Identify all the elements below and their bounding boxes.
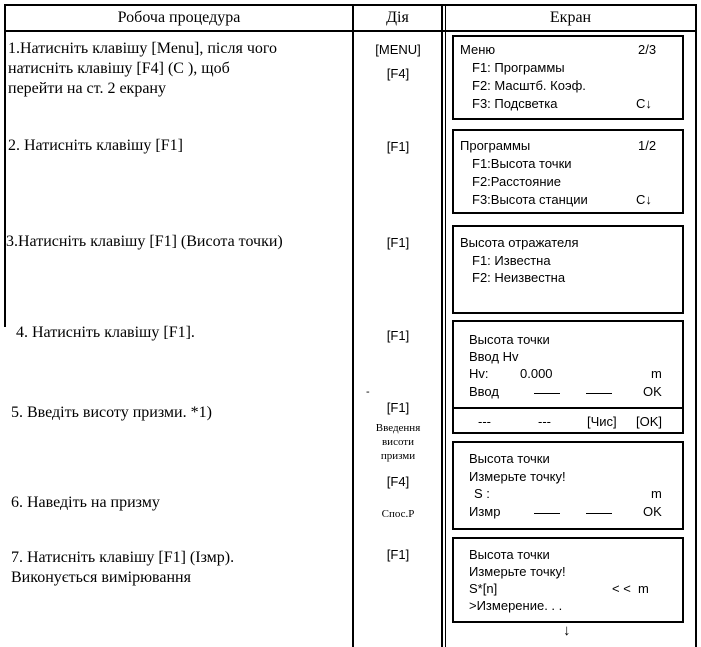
- screen5-s-unit: m: [651, 486, 662, 501]
- softkey-1: ---: [478, 414, 491, 429]
- screen-menu-item-3: F3: Подсветка: [472, 96, 558, 111]
- table-left-border: [4, 4, 6, 327]
- screen4-dash-1: [534, 393, 560, 394]
- step-5-line-1: 5. Введіть висоту призми. *1): [11, 404, 212, 421]
- screen-reflector-height: [452, 225, 684, 314]
- screen-programs: [452, 129, 684, 214]
- header-action: Дія: [386, 9, 409, 26]
- action-note-method: Спос.Р: [381, 508, 415, 520]
- step-7-line-2: Виконується вимірювання: [11, 569, 191, 586]
- step-6-text: [11, 493, 351, 513]
- step-1-text: [8, 39, 348, 99]
- screen4-ok: OK: [643, 384, 662, 399]
- continue-down-arrow-icon: ↓: [563, 622, 571, 639]
- action-f4-key: [F4]: [386, 66, 410, 81]
- screen5-ok: OK: [643, 504, 662, 519]
- screen-menu-arrow: C↓: [636, 96, 652, 111]
- note-line-2: висоти: [381, 436, 414, 448]
- screen-measuring: [452, 537, 684, 623]
- screen-programs-item-2: F2:Расстояние: [472, 174, 562, 189]
- step-1-line-2: натисніть клавішу [F4] (C ), щоб: [8, 60, 230, 77]
- screen-menu-title: Меню: [460, 42, 496, 57]
- screen5-line2: Измерьте точку!: [469, 469, 566, 484]
- screen5-dash-1: [534, 513, 560, 514]
- step-3-line-1: 3.Натисніть клавішу [F1] (Висота точки): [6, 233, 283, 250]
- step-1-line-1: 1.Натисніть клавішу [Menu], після чого: [8, 40, 278, 57]
- table-right-border: [695, 4, 697, 647]
- note-line-3: призми: [380, 450, 416, 462]
- screen4-hv-value: 0.000: [520, 366, 553, 381]
- screen6-line2: Измерьте точку!: [469, 564, 566, 579]
- screen5-dash-2: [586, 513, 612, 514]
- screen4-input-label: Ввод: [469, 384, 499, 399]
- screen-programs-arrow: C↓: [636, 192, 652, 207]
- screen4-hv-label: Hv:: [469, 366, 489, 381]
- screen4-softkey-divider: [454, 407, 682, 409]
- screen4-dash-2: [586, 393, 612, 394]
- softkey-2: ---: [538, 414, 551, 429]
- screen4-title: Высота точки: [469, 332, 550, 347]
- action-note-height-entry: [358, 421, 438, 463]
- action-f1-key-step4: [F1]: [386, 328, 410, 343]
- step-4-text: [16, 323, 356, 343]
- screen-programs-page: 1/2: [638, 138, 657, 153]
- screen-programs-title: Программы: [460, 138, 531, 153]
- action-f1-key-step7: [F1]: [386, 547, 410, 562]
- screen-programs-item-3: F3:Высота станции: [472, 192, 588, 207]
- screen-menu-page: 2/3: [638, 42, 657, 57]
- step-4-line-1: 4. Натисніть клавішу [F1].: [16, 324, 195, 341]
- screen5-s-label: S :: [474, 486, 490, 501]
- screen-menu-item-1: F1: Программы: [472, 60, 565, 75]
- header-screen: Екран: [549, 9, 592, 26]
- screen-measure-point: [452, 441, 684, 530]
- screen-reflector-title: Высота отражателя: [460, 235, 579, 250]
- softkey-ok: [OK]: [636, 414, 663, 429]
- screen6-s-label: S*[n]: [469, 581, 498, 596]
- action-f1-key-step2: [F1]: [386, 139, 410, 154]
- softkey-num: [Чис]: [587, 414, 617, 429]
- action-f1-key-step3: [F1]: [386, 235, 410, 250]
- step-7-text: [11, 548, 351, 588]
- step-6-line-1: 6. Наведіть на призму: [11, 494, 160, 511]
- screen6-s-unit: < < m: [612, 581, 649, 596]
- stray-mark: -: [366, 386, 370, 398]
- screen-programs-item-1: F1:Высота точки: [472, 156, 572, 171]
- step-7-line-1: 7. Натисніть клавішу [F1] (Ізмр).: [11, 549, 235, 566]
- screen-reflector-item-1: F1: Известна: [472, 253, 551, 268]
- column-divider-2a: [441, 4, 443, 647]
- screen4-line2: Ввод Hv: [469, 349, 519, 364]
- screen6-status: >Измерение. . .: [469, 598, 563, 613]
- screen-menu-item-2: F2: Масштб. Коэф.: [472, 78, 586, 93]
- screen-menu: [452, 35, 684, 120]
- screen5-meas-label: Измр: [469, 504, 501, 519]
- action-menu-key: [MENU]: [375, 42, 421, 57]
- screen-reflector-item-2: F2: Неизвестна: [472, 270, 566, 285]
- step-3-text: [6, 232, 346, 252]
- screen4-hv-unit: m: [651, 366, 662, 381]
- action-f4-key-step5: [F4]: [386, 474, 410, 489]
- header-procedure: Робоча процедура: [117, 9, 241, 26]
- column-divider-2b: [445, 4, 446, 647]
- step-2-text: [8, 136, 348, 156]
- step-5-text: [11, 403, 351, 423]
- step-1-line-3: перейти на ст. 2 екрану: [8, 80, 166, 97]
- screen6-title: Высота точки: [469, 547, 550, 562]
- screen-point-height-input: [452, 320, 684, 434]
- screen5-title: Высота точки: [469, 451, 550, 466]
- step-2-line-1: 2. Натисніть клавішу [F1]: [8, 137, 183, 154]
- action-f1-key-step5: [F1]: [386, 400, 410, 415]
- note-line-1: Введення: [375, 422, 421, 434]
